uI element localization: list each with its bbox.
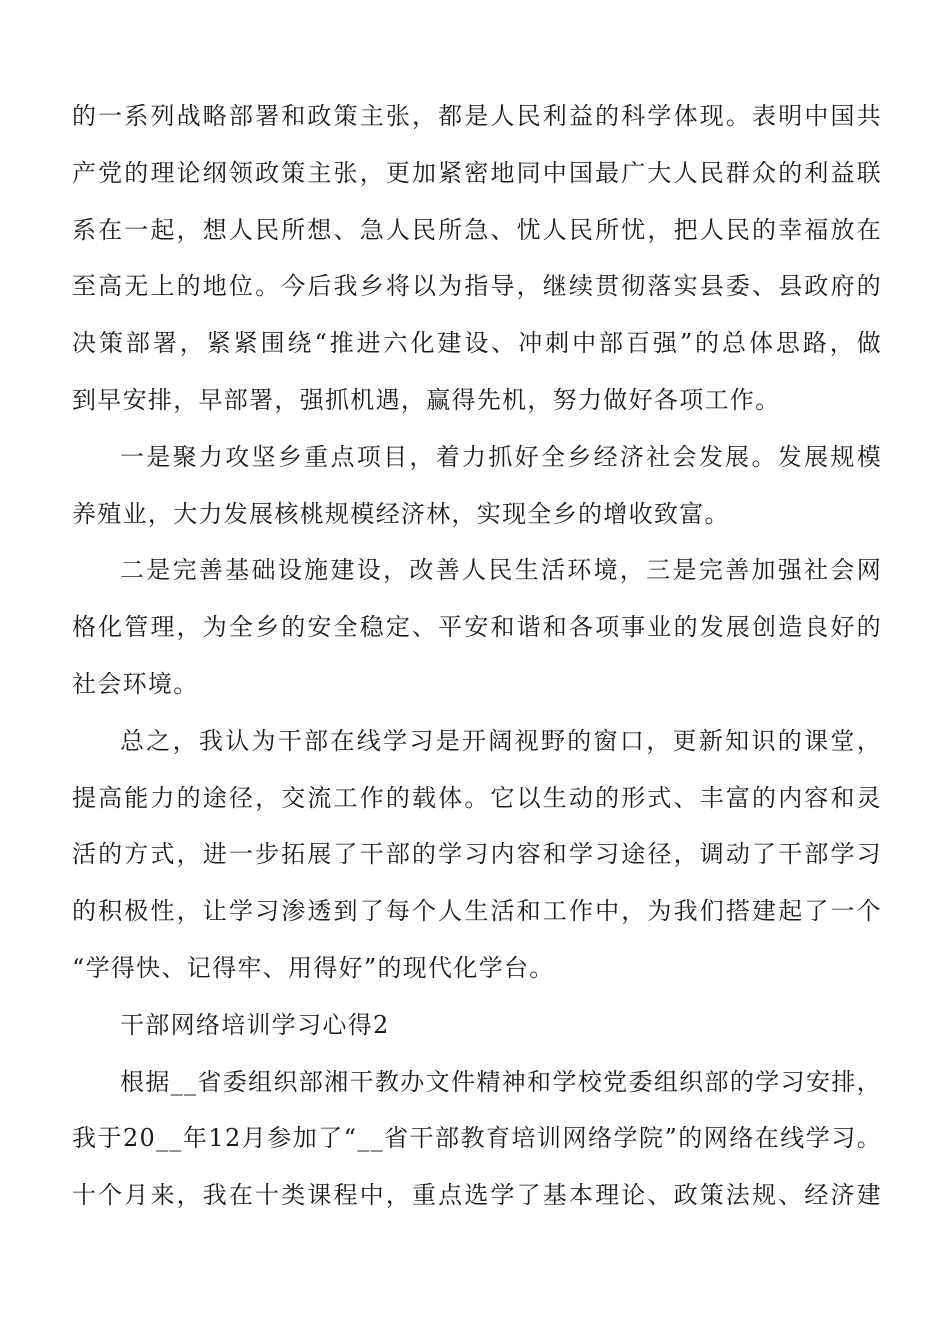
text-line: 到早安排，早部署，强抓机遇，赢得先机，努力做好各项工作。 bbox=[72, 385, 781, 414]
document-body bbox=[72, 88, 882, 1224]
text-line: 活的方式，进一步拓展了干部的学习内容和学习途径，调动了干部学习 bbox=[72, 840, 882, 869]
text-line: 根据__省委组织部湘干教办文件精神和学校党委组织部的学习安排， bbox=[120, 1067, 882, 1096]
paragraph-4 bbox=[72, 713, 882, 997]
text-line: 产党的理论纲领政策主张，更加紧密地同中国最广大人民群众的利益联 bbox=[72, 158, 882, 187]
text-line: 至高无上的地位。今后我乡将以为指导，继续贯彻落实县委、县政府的 bbox=[72, 272, 882, 301]
text-line: 养殖业，大力发展核桃规模经济林，实现全乡的增收致富。 bbox=[72, 499, 730, 528]
paragraph-3 bbox=[72, 542, 882, 712]
text-line: 我于20__年12月参加了“__省干部教育培训网络学院”的网络在线学习。 bbox=[72, 1124, 882, 1153]
section-heading: 干部网络培训学习心得2 bbox=[120, 1010, 390, 1039]
text-line: 一是聚力攻坚乡重点项目，着力抓好全乡经济社会发展。发展规模 bbox=[120, 442, 882, 471]
text-line: 提高能力的途径，交流工作的载体。它以生动的形式、丰富的内容和灵 bbox=[72, 783, 882, 812]
text-line: 总之，我认为干部在线学习是开阔视野的窗口，更新知识的课堂， bbox=[120, 726, 882, 755]
text-line: 社会环境。 bbox=[72, 669, 199, 698]
text-line: 的积极性，让学习渗透到了每个人生活和工作中，为我们搭建起了一个 bbox=[72, 897, 882, 926]
text-line: 十个月来，我在十类课程中，重点选学了基本理论、政策法规、经济建 bbox=[72, 1181, 882, 1210]
text-line: 的一系列战略部署和政策主张，都是人民利益的科学体现。表明中国共 bbox=[72, 102, 882, 130]
text-line: 二是完善基础设施建设，改善人民生活环境，三是完善加强社会网 bbox=[120, 556, 882, 585]
text-line: 格化管理，为全乡的安全稳定、平安和谐和各项事业的发展创造良好的 bbox=[72, 613, 882, 642]
text-line: 决策部署，紧紧围绕“推进六化建设、冲刺中部百强”的总体思路，做 bbox=[72, 329, 882, 358]
paragraph-1 bbox=[72, 88, 882, 429]
paragraph-2 bbox=[72, 429, 882, 543]
text-line: “学得快、记得牢、用得好”的现代化学台。 bbox=[72, 953, 555, 982]
paragraph-5 bbox=[72, 1054, 882, 1224]
text-line: 系在一起，想人民所想、急人民所急、忧人民所忧，把人民的幸福放在 bbox=[72, 215, 882, 244]
